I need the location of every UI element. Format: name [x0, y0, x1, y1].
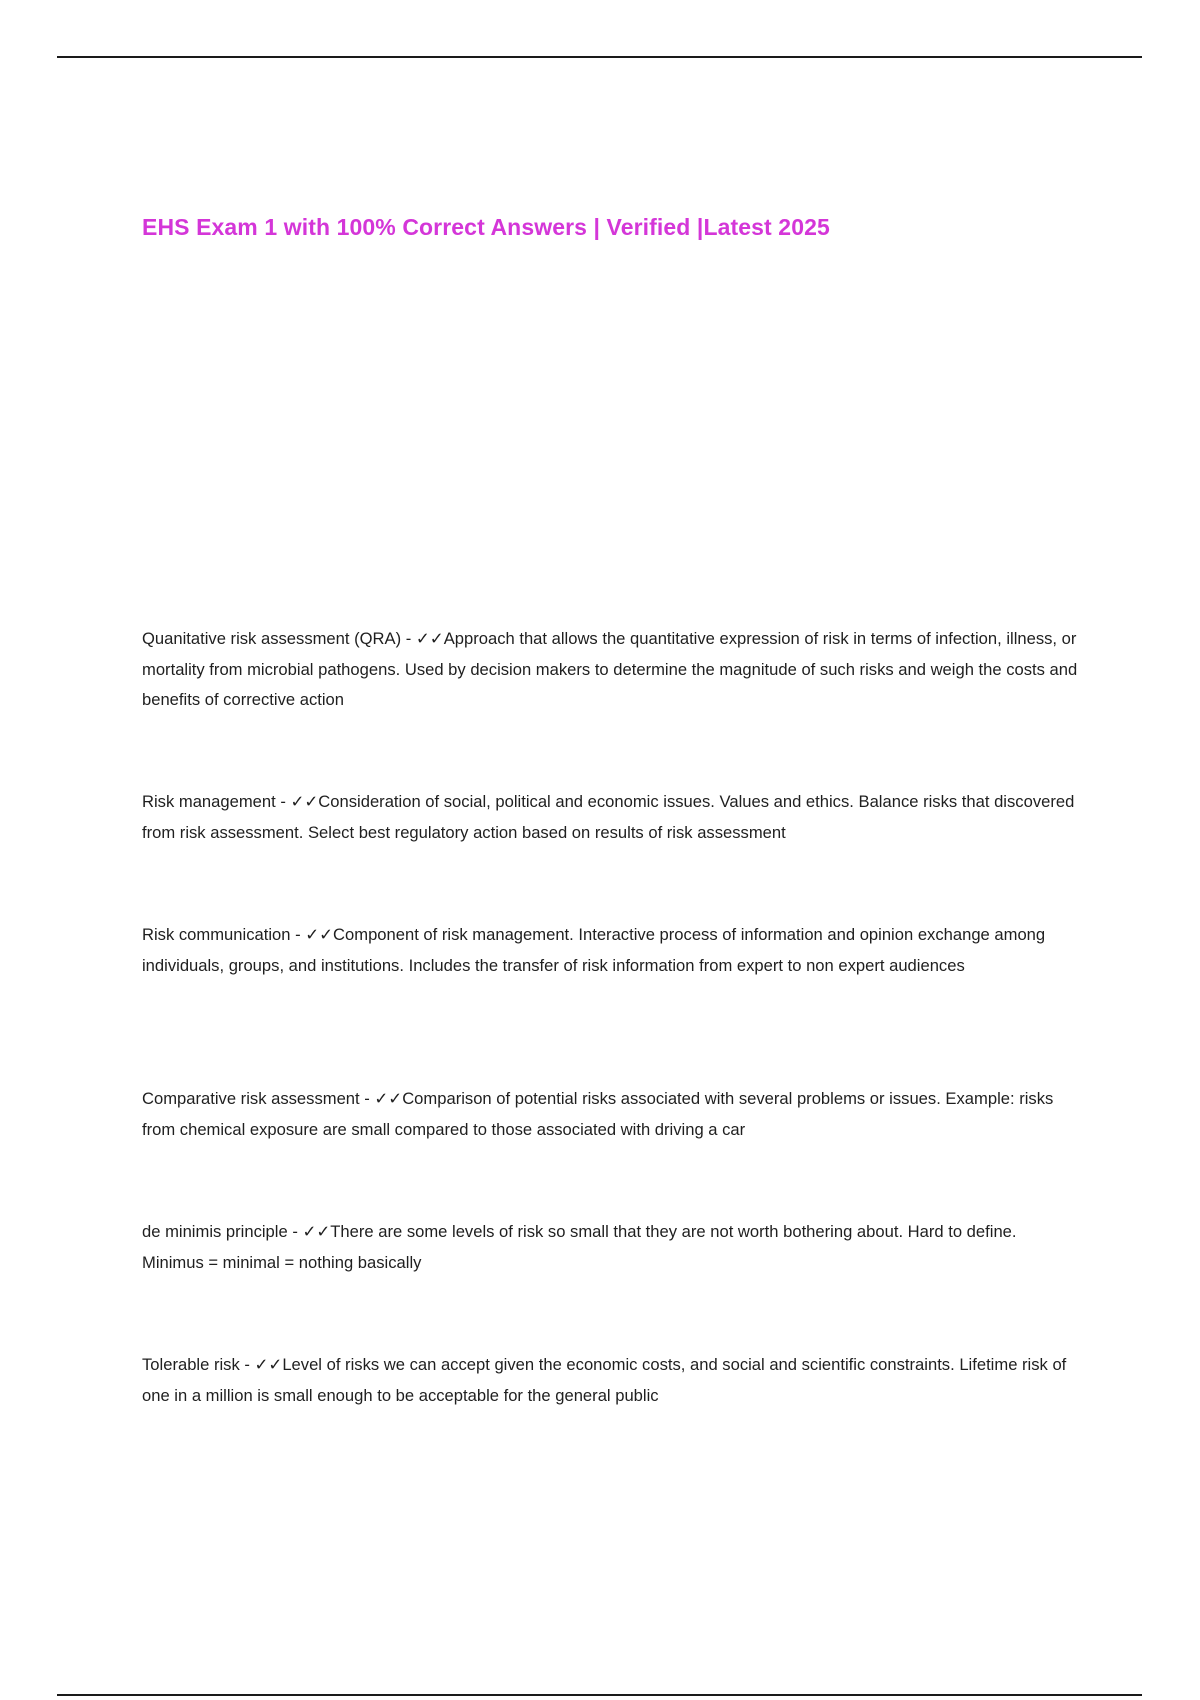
double-check-icon: ✓✓: [302, 1222, 331, 1241]
entry-definition: There are some levels of risk so small that they are not worth bothering about. Hard to define. Minimus = minimal = nothing basically: [142, 1222, 1017, 1272]
double-check-icon: ✓✓: [290, 792, 319, 811]
entry-risk-management: [142, 787, 1082, 848]
entry-definition: Approach that allows the quantitative expression of risk in terms of infection, illness, or mortality from microbial pathogens. Used by decision makers to determine the magnitude of such risks and weigh the costs and benefits of corrective action: [142, 629, 1078, 709]
entry-tolerable-risk: [142, 1350, 1082, 1411]
entry-de-minimis-principle: [142, 1217, 1082, 1278]
footer-rule: [57, 1694, 1142, 1696]
double-check-icon: ✓✓: [415, 629, 444, 648]
entry-quantitative-risk-assessment: [142, 624, 1082, 716]
entry-term: Risk management: [142, 792, 276, 811]
entry-definition: Comparison of potential risks associated with several problems or issues. Example: risks from chemical exposure are small compared to those associated with driving a car: [142, 1089, 1054, 1139]
entry-definition: Level of risks we can accept given the economic costs, and social and scientific constraints. Lifetime risk of one in a million is small enough to be acceptable for the general public: [142, 1355, 1067, 1405]
entry-term: Comparative risk assessment: [142, 1089, 360, 1108]
entry-definition: Component of risk management. Interactive process of information and opinion exchange among individuals, groups, and institutions. Includes the transfer of risk information from expert to non expert audiences: [142, 925, 1046, 975]
double-check-icon: ✓✓: [305, 925, 334, 944]
entry-term: de minimis principle: [142, 1222, 288, 1241]
document-title: EHS Exam 1 with 100% Correct Answers | Verified |Latest 2025: [142, 214, 830, 240]
entry-separator: -: [287, 1222, 303, 1241]
double-check-icon: ✓✓: [374, 1089, 403, 1108]
entry-separator: -: [239, 1355, 255, 1374]
entry-definition: Consideration of social, political and economic issues. Values and ethics. Balance risks that discovered from risk assessment. Select best regulatory action based on results of risk assessment: [142, 792, 1075, 842]
entry-separator: -: [290, 925, 306, 944]
entry-separator: -: [401, 629, 416, 648]
double-check-icon: ✓✓: [254, 1355, 283, 1374]
entry-term: Quanitative risk assessment (QRA): [142, 629, 402, 648]
entry-comparative-risk-assessment: [142, 1084, 1082, 1145]
entry-separator: -: [359, 1089, 375, 1108]
header-rule: [57, 56, 1142, 58]
entry-separator: -: [275, 792, 291, 811]
entry-term: Tolerable risk: [142, 1355, 240, 1374]
entry-risk-communication: [142, 920, 1082, 981]
entry-term: Risk communication: [142, 925, 291, 944]
